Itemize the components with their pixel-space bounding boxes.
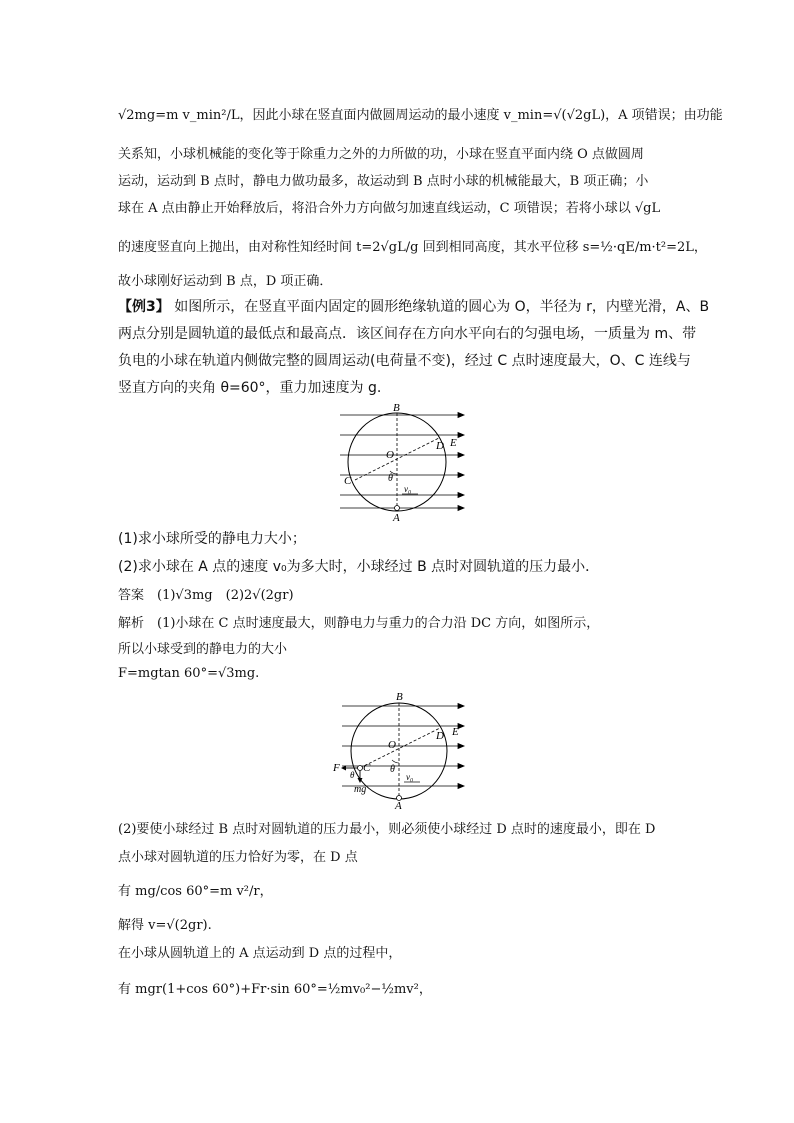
label-theta: θ: [388, 473, 393, 484]
example-line-2: 两点分别是圆轨道的最低点和最高点．该区间存在方向水平向右的匀强电场，一质量为 m、带: [118, 326, 697, 342]
label-mg: mg: [354, 784, 367, 795]
label-o: O: [386, 449, 394, 461]
label-f: F: [333, 762, 340, 774]
part2-line-1: (2)要使小球经过 B 点时对圆轨道的压力最小，则必须使小球经过 D 点时的速度最小，即在 D: [118, 822, 656, 837]
part2-line-4: 解得 v=√(2gr).: [118, 918, 212, 933]
label-a: A: [393, 512, 400, 522]
label-c: C: [363, 762, 371, 774]
label-c: C: [344, 475, 352, 487]
example-line-4: 竖直方向的夹角 θ=60°，重力加速度为 g.: [118, 380, 382, 396]
label-d: D: [436, 440, 444, 452]
example-line-1: 如图所示，在竖直平面内固定的圆形绝缘轨道的圆心为 O，半径为 r，内壁光滑，A、B: [174, 299, 710, 315]
label-a: A: [395, 800, 402, 810]
label-o: O: [388, 739, 396, 751]
label-b: B: [396, 691, 403, 703]
label-e: E: [450, 437, 457, 449]
part2-line-3: 有 mg/cos 60°=m v²/r，: [118, 884, 273, 899]
example-line-3: 负电的小球在轨道内侧做完整的圆周运动(电荷量不变)，经过 C 点时速度最大，O、C 连线与: [118, 353, 691, 369]
label-theta-2: θ: [350, 770, 355, 780]
prev-solution-line-3: 运动，运动到 B 点时，静电力做功最多，故运动到 B 点时小球的机械能最大，B 项正确；小: [118, 174, 649, 189]
label-b: B: [393, 402, 400, 414]
prev-solution-line-2: 关系知，小球机械能的变化等于除重力之外的力所做的功，小球在竖直平面内绕 O 点做圆周: [118, 147, 644, 162]
prev-solution-line-4: 球在 A 点由静止开始释放后，将沿合外力方向做匀加速直线运动，C 项错误；若将小球以 √gL: [118, 201, 661, 216]
analysis-line-3: F=mgtan 60°=√3mg.: [118, 666, 260, 681]
part2-line-2: 点小球对圆轨道的压力恰好为零，在 D 点: [118, 850, 358, 865]
label-e: E: [452, 726, 459, 738]
analysis-line-2: 所以小球受到的静电力的大小: [118, 642, 288, 657]
force-analysis-figure: [330, 688, 470, 810]
question-1: (1)求小球所受的静电力大小；: [118, 531, 306, 547]
label-theta: θ: [390, 764, 395, 775]
answer-line: 答案 (1)√3mg (2)2√(2gr): [118, 588, 294, 603]
analysis-line-1: 解析 (1)小球在 C 点时速度最大，则静电力与重力的合力沿 DC 方向，如图所示，: [118, 616, 600, 631]
question-2: (2)求小球在 A 点的速度 v₀为多大时，小球经过 B 点时对圆轨道的压力最小．: [118, 559, 600, 575]
example-tag: 【例3】: [118, 299, 170, 315]
label-v0: v₀: [404, 484, 412, 494]
label-d: D: [436, 730, 444, 742]
label-v0: v₀: [406, 772, 414, 782]
part2-line-6: 有 mgr(1+cos 60°)+Fr·sin 60°=½mv₀²−½mv²，: [118, 982, 432, 997]
part2-line-5: 在小球从圆轨道上的 A 点运动到 D 点的过程中，: [118, 946, 402, 961]
prev-solution-line-6: 故小球刚好运动到 B 点，D 项正确．: [118, 274, 333, 289]
prev-solution-line-5: 的速度竖直向上抛出，由对称性知经时间 t=2√gL/g 回到相同高度，其水平位移 s=½·qE/m·t²=2L，: [118, 240, 707, 255]
circular-track-figure: [330, 398, 470, 522]
prev-solution-line-1: √2mg=m v_min²/L，因此小球在竖直面内做圆周运动的最小速度 v_min=√(√2gL)，A 项错误；由功能: [118, 108, 723, 123]
